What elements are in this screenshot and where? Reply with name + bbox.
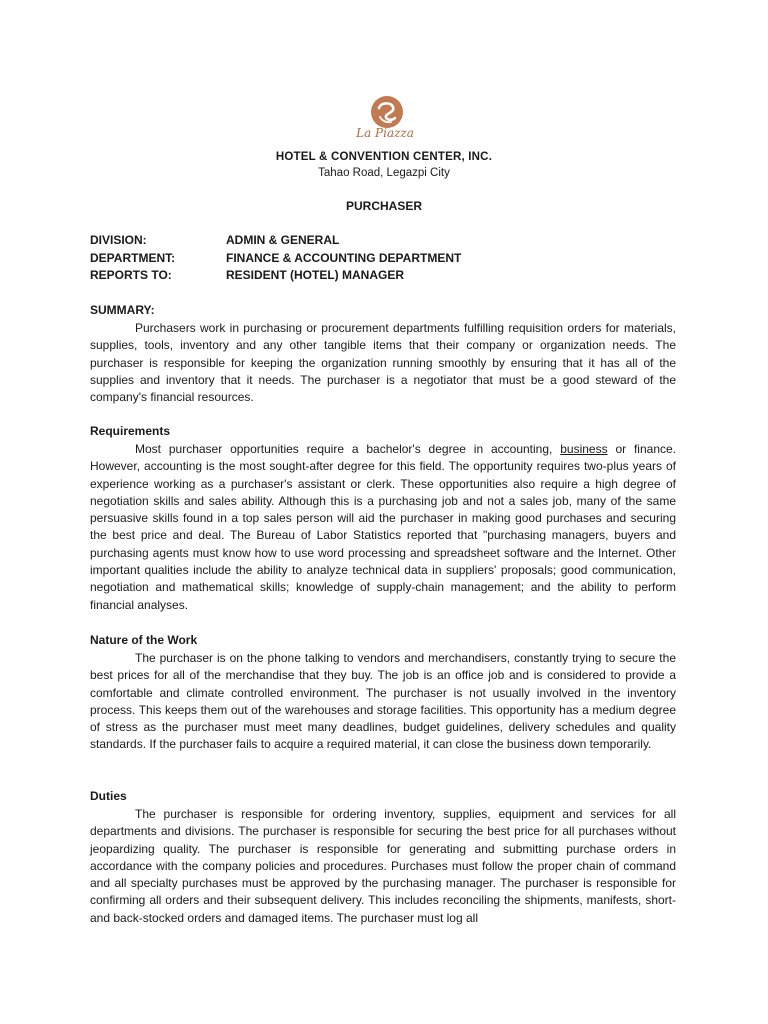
nature-paragraph: The purchaser is on the phone talking to vendors and merchandisers, constantly trying to secure the best prices for all of the merchandise that they buy. The job is an office job and is considered to provide a comfortable and climate controlled environment. The purchaser is not usually involved in the inventory process. This keeps them out of the warehouses and storage facilities. This opportunity has a medium degree of stress as the purchaser must meet many deadlines, budget guidelines, delivery schedules and quality standards. If the purchaser fails to acquire a required material, it can close the business down temporarily. <box>90 651 676 752</box>
requirements-text-end: or finance. However, accounting is the most sought-after degree for this field. The opportunity requires two-plus years of experience working as a purchaser's assistant or clerk. These opportunities also require a high degree of negotiation skills and sales ability. Although this is a purchasing job and not a sales job, many of the same persuasive skills found in a top sales person will aid the purchaser in making good purchases and securing the best price and deal. The Bureau of Labor Statistics reported that "purchasing managers, buyers and purchasing agents must know how to use word processing and spreadsheet software and the Internet. Other important qualities include the ability to analyze technical data in suppliers' proposals; good communication, negotiation and mathematical skills; knowledge of supply-chain management; and the ability to perform financial analyses. <box>90 442 677 612</box>
reports-to-value: RESIDENT (HOTEL) MANAGER <box>226 268 404 282</box>
requirements-paragraph <box>90 441 676 614</box>
division-label: DIVISION: <box>90 233 147 247</box>
company-name: HOTEL & CONVENTION CENTER, INC. <box>275 151 493 163</box>
job-title: PURCHASER <box>345 199 422 213</box>
nature-heading: Nature of the Work <box>90 633 198 647</box>
duties-heading: Duties <box>90 789 127 803</box>
requirements-heading: Requirements <box>90 424 171 438</box>
department-label: DEPARTMENT: <box>90 251 176 265</box>
department-value: FINANCE & ACCOUNTING DEPARTMENT <box>226 251 462 265</box>
duties-paragraph: The purchaser is responsible for ordering inventory, supplies, equipment and services for all departments and divisions. The purchaser is responsible for securing the best price for all purchases without jeopardizing quality. The purchaser is responsible for generating and submitting purchase orders in accordance with the company policies and procedures. Purchases must follow the proper chain of command and all specialty purchases must be approved by the purchasing manager. The purchaser is responsible for confirming all orders and their subsequent delivery. This includes reconciling the shipments, manifests, short- and back-stocked orders and damaged items. The purchaser must log all <box>90 807 676 925</box>
company-address: Tahao Road, Legazpi City <box>318 167 450 179</box>
summary-heading: SUMMARY: <box>90 303 155 317</box>
summary-paragraph: Purchasers work in purchasing or procurement departments fulfilling requisition orders for materials, supplies, tools, inventory and any other tangible items that their company or organization needs. The purchaser is responsible for keeping the organization running smoothly by ensuring that it has all of the supplies and inventory that it needs. The purchaser is a negotiator that must be a good steward of the company's financial resources. <box>90 321 676 405</box>
logo-wordmark: La Piazza <box>356 126 414 140</box>
business-link[interactable]: business <box>560 442 608 456</box>
reports-to-label: REPORTS TO: <box>90 268 172 282</box>
division-value: ADMIN & GENERAL <box>226 233 340 247</box>
requirements-text-start: Most purchaser opportunities require a bachelor's degree in accounting, <box>135 442 561 456</box>
